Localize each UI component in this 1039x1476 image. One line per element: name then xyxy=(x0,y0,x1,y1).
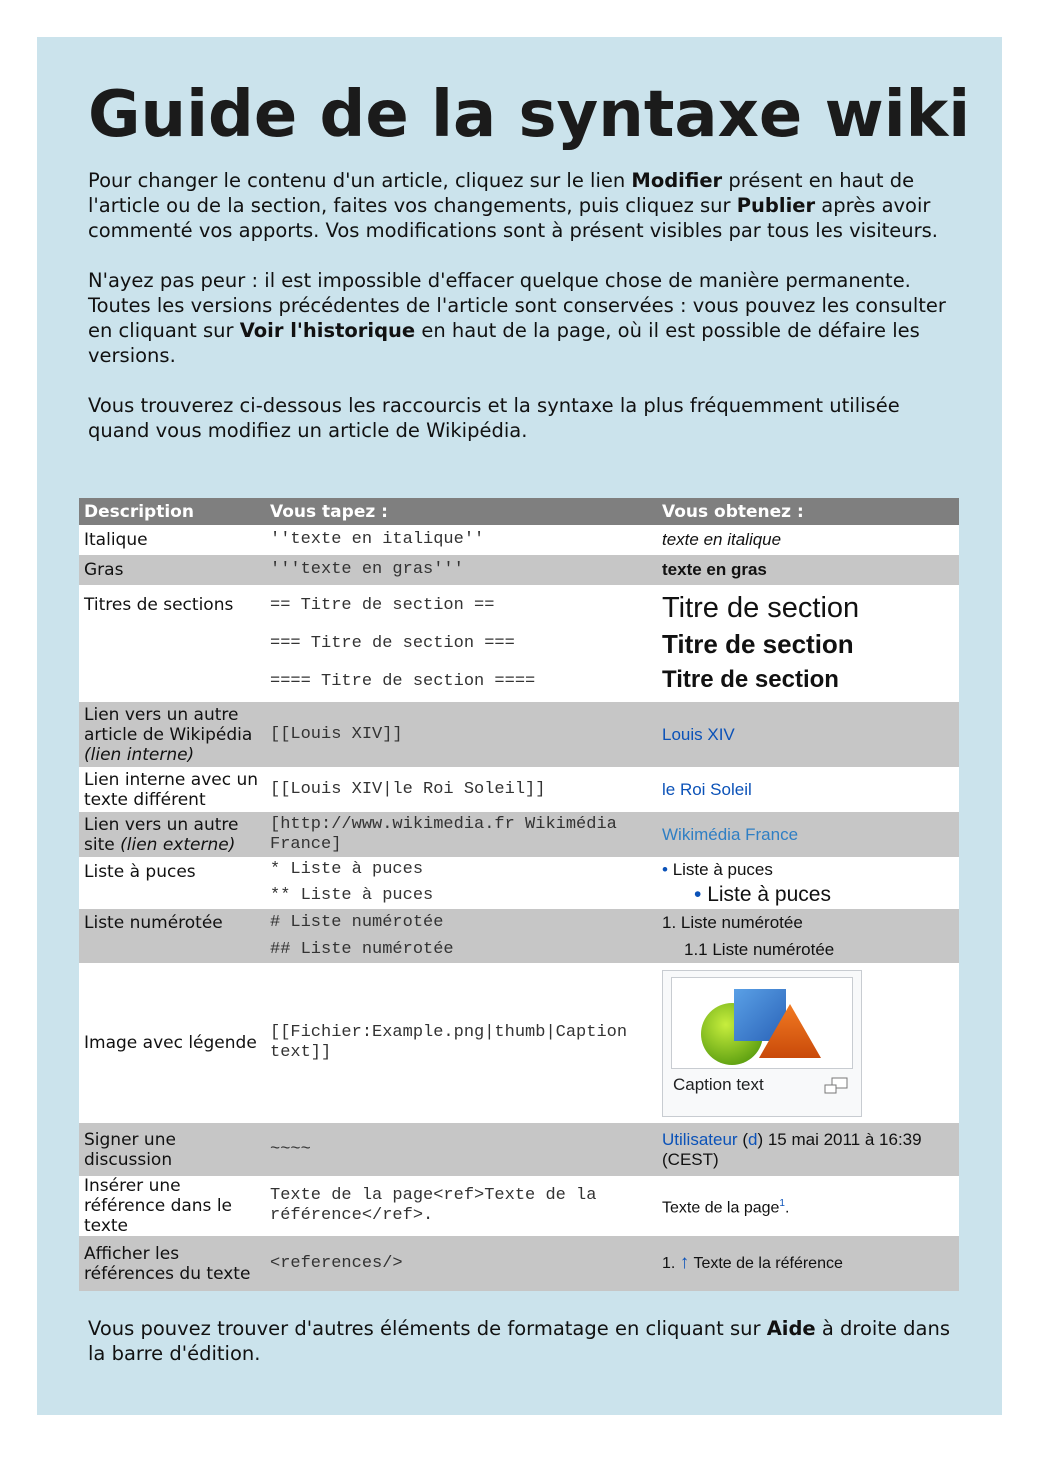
row-code: ~~~~ xyxy=(265,1123,657,1176)
row-code: ''texte en italique'' xyxy=(265,525,657,555)
voir-historique-keyword: Voir l'historique xyxy=(239,319,416,342)
row-description xyxy=(79,812,265,857)
row-description: Afficher les références du texte xyxy=(79,1236,265,1291)
row-result xyxy=(657,909,959,963)
row-result xyxy=(657,702,959,767)
description-text: Lien vers un autre article de Wikipédia xyxy=(84,704,253,745)
reference-end: . xyxy=(784,1199,790,1217)
row-code xyxy=(265,585,657,702)
numbered-code-2: ## Liste numérotée xyxy=(270,940,454,959)
section-heading-h2: Titre de section xyxy=(662,591,860,624)
description-text: Lien vers un autre site xyxy=(84,814,239,855)
intro-p2-text: N'ayez pas peur : il est impossible d'effacer quelque chose de manière permanente. Toutes les versions précédentes de l'article sont conservées : vous pouvez les consulter en cliquant sur xyxy=(88,269,946,342)
section-heading-h4: Titre de section xyxy=(662,665,839,693)
description-note: (lien externe) xyxy=(120,834,236,855)
internal-link[interactable]: Louis XIV xyxy=(662,724,735,744)
section-code-h3: === Titre de section === xyxy=(270,633,515,653)
reference-number: 1. xyxy=(662,1255,680,1272)
bullet-icon: • xyxy=(662,860,668,879)
row-description xyxy=(79,702,265,767)
table-row xyxy=(79,812,959,857)
row-code: Texte de la page<ref>Texte de la référence</ref>. xyxy=(265,1176,657,1236)
row-result xyxy=(657,963,959,1123)
row-description: Image avec légende xyxy=(79,963,265,1123)
reference-page-text: Texte de la page xyxy=(662,1199,780,1217)
row-code xyxy=(265,909,657,963)
row-description: Titres de sections xyxy=(79,585,265,702)
row-code xyxy=(265,857,657,909)
bullet-item-2: Liste à puces xyxy=(707,883,831,906)
description-note: (lien interne) xyxy=(84,744,195,765)
table-row xyxy=(79,525,959,555)
example-image[interactable] xyxy=(671,977,853,1069)
row-code: [[Louis XIV|le Roi Soleil]] xyxy=(265,767,657,812)
bullet-code-2: ** Liste à puces xyxy=(270,886,434,905)
table-row xyxy=(79,555,959,585)
table-row xyxy=(79,909,959,963)
shapes-icon xyxy=(672,978,852,1068)
bullet-code-1: * Liste à puces xyxy=(270,860,424,879)
row-code: <references/> xyxy=(265,1236,657,1291)
table-header-row xyxy=(79,498,959,525)
row-result xyxy=(657,585,959,702)
intro-text xyxy=(88,168,958,468)
bullet-icon: • xyxy=(694,883,702,906)
outro-text xyxy=(88,1316,958,1366)
intro-p1-text: après avoir commenté vos apports. Vos modifications sont à présent visibles par tous les visiteurs. xyxy=(88,194,938,242)
image-caption: Caption text xyxy=(673,1074,764,1094)
section-code-h2: == Titre de section == xyxy=(270,595,495,615)
row-description: Signer une discussion xyxy=(79,1123,265,1176)
external-link[interactable]: Wikimédia France xyxy=(662,824,799,844)
row-description: Italique xyxy=(79,525,265,555)
column-header: Vous tapez : xyxy=(265,498,657,525)
magnify-icon[interactable] xyxy=(823,1077,849,1095)
row-result xyxy=(657,1236,959,1291)
table-row xyxy=(79,767,959,812)
piped-link[interactable]: le Roi Soleil xyxy=(662,779,752,799)
back-arrow-icon[interactable]: ↑ xyxy=(679,1252,690,1273)
syntax-table xyxy=(79,498,959,1291)
row-result xyxy=(657,1176,959,1236)
intro-paragraph-2 xyxy=(88,268,958,368)
talk-link[interactable]: d xyxy=(747,1129,758,1149)
numbered-item-1: 1. Liste numérotée xyxy=(662,913,803,932)
signature-text: ) xyxy=(757,1129,764,1149)
outro-text-part: Vous pouvez trouver d'autres éléments de formatage en cliquant sur xyxy=(88,1317,767,1340)
intro-paragraph-1 xyxy=(88,168,958,243)
row-description: Lien interne avec un texte différent xyxy=(79,767,265,812)
table-row xyxy=(79,702,959,767)
table-row xyxy=(79,585,959,702)
row-description: Liste à puces xyxy=(79,857,265,909)
numbered-item-2: 1.1 Liste numérotée xyxy=(684,940,835,959)
table-row xyxy=(79,1176,959,1236)
reference-marker[interactable]: 1 xyxy=(779,1197,785,1209)
section-code-h4: ==== Titre de section ==== xyxy=(270,671,536,691)
reference-text: Texte de la référence xyxy=(689,1255,843,1272)
signature-date: 15 mai 2011 à 16:39 (CEST) xyxy=(662,1129,922,1169)
page-title: Guide de la syntaxe wiki xyxy=(88,78,971,152)
row-result: texte en italique xyxy=(657,525,959,555)
row-result xyxy=(657,812,959,857)
row-description: Liste numérotée xyxy=(79,909,265,963)
publier-keyword: Publier xyxy=(736,194,816,217)
row-description: Insérer une référence dans le texte xyxy=(79,1176,265,1236)
row-result xyxy=(657,857,959,909)
image-thumbnail[interactable] xyxy=(662,970,862,1117)
table-row xyxy=(79,963,959,1123)
aide-keyword: Aide xyxy=(766,1317,816,1340)
intro-p1-text: Pour changer le contenu d'un article, cliquez sur le lien xyxy=(88,169,632,192)
intro-p1-text: présent en haut de l'article ou de la section, faites vos changements, puis cliquez sur xyxy=(88,169,915,217)
column-header: Description xyxy=(79,498,265,525)
row-code: [[Fichier:Example.png|thumb|Caption text]] xyxy=(265,963,657,1123)
column-header: Vous obtenez : xyxy=(657,498,959,525)
modifier-keyword: Modifier xyxy=(631,169,723,192)
row-code: [http://www.wikimedia.fr Wikimédia France] xyxy=(265,812,657,857)
row-code: '''texte en gras''' xyxy=(265,555,657,585)
table-row xyxy=(79,1123,959,1176)
bullet-item-1: Liste à puces xyxy=(672,860,773,879)
row-result: texte en gras xyxy=(657,555,959,585)
row-description: Gras xyxy=(79,555,265,585)
user-link[interactable]: Utilisateur xyxy=(662,1129,738,1149)
row-result xyxy=(657,767,959,812)
section-heading-h3: Titre de section xyxy=(662,628,854,659)
intro-paragraph-3: Vous trouverez ci-dessous les raccourcis et la syntaxe la plus fréquemment utilisée quand vous modifiez un article de Wikipédia. xyxy=(88,394,900,442)
table-row xyxy=(79,857,959,909)
row-result xyxy=(657,1123,959,1176)
intro-p2-text: en haut de la page, où il est possible de défaire les versions. xyxy=(88,319,920,367)
signature-text: ( xyxy=(737,1129,748,1149)
row-code: [[Louis XIV]] xyxy=(265,702,657,767)
numbered-code-1: # Liste numérotée xyxy=(270,913,444,932)
outro-text-part: à droite dans la barre d'édition. xyxy=(88,1317,951,1365)
table-row xyxy=(79,1236,959,1291)
